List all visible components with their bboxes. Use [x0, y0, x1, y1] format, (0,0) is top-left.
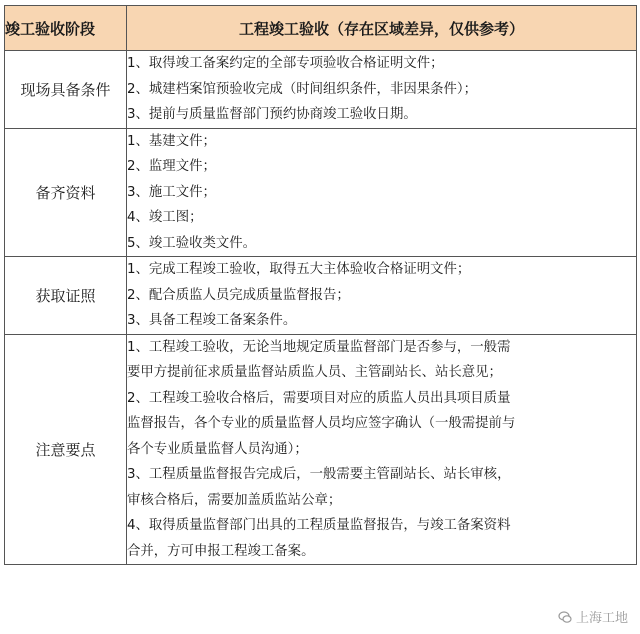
requirement-line: 1、取得竣工备案约定的全部专项验收合格证明文件； [127, 56, 444, 71]
table-row [5, 51, 637, 129]
stage-cell: 备齐资料 [5, 128, 127, 257]
table-header-row [5, 6, 637, 51]
requirement-line: 2、城建档案馆预验收完成（时间组织条件，非因果条件）； [127, 81, 477, 97]
requirements-cell [127, 128, 637, 257]
stage-column-header: 竣工验收阶段 [5, 6, 127, 51]
requirement-line: 2、工程竣工验收合格后，需要项目对应的质监人员出具项目质量 [127, 390, 511, 406]
requirement-line: 2、配合质监人员完成质量监督报告； [127, 287, 350, 303]
requirement-line: 要甲方提前征求质量监督站质监人员、主管副站长、站长意见； [127, 365, 502, 380]
requirement-line: 监督报告，各个专业的质量监督人员均应签字确认（一般需提前与 [127, 416, 516, 431]
requirement-line: 1、完成工程竣工验收，取得五大主体验收合格证明文件； [127, 262, 471, 277]
watermark-text: 上海工地 [575, 611, 628, 626]
requirement-line: 3、具备工程竣工备案条件。 [127, 313, 297, 328]
requirements-cell [127, 51, 637, 129]
stage-cell: 注意要点 [5, 334, 127, 565]
requirement-line: 审核合格后，需要加盖质监站公章； [127, 492, 342, 508]
requirement-line: 各个专业质量监督人员沟通）； [127, 441, 308, 457]
requirement-line: 3、施工文件； [127, 184, 216, 200]
table-row [5, 128, 637, 257]
requirements-cell [127, 334, 637, 565]
wechat-icon [558, 610, 572, 624]
table-row [5, 257, 637, 335]
stage-cell: 获取证照 [5, 257, 127, 335]
requirements-cell [127, 257, 637, 335]
requirement-line: 3、提前与质量监督部门预约协商竣工验收日期。 [127, 107, 417, 122]
requirement-line: 3、工程质量监督报告完成后，一般需要主管副站长、站长审核， [127, 467, 511, 482]
requirement-line: 4、竣工图； [127, 210, 203, 225]
requirement-line: 合并，方可申报工程竣工备案。 [127, 543, 315, 559]
requirement-line: 2、监理文件； [127, 159, 216, 174]
requirement-line: 1、工程竣工验收，无论当地规定质量监督部门是否参与，一般需 [127, 339, 511, 355]
content-column-header: 工程竣工验收（存在区域差异，仅供参考） [127, 6, 637, 51]
requirement-line: 1、基建文件； [127, 133, 216, 149]
requirement-line: 5、竣工验收类文件。 [127, 235, 257, 251]
table-row [5, 334, 637, 565]
requirement-line: 4、取得质量监督部门出具的工程质量监督报告，与竣工备案资料 [127, 518, 511, 533]
stage-cell: 现场具备条件 [5, 51, 127, 129]
acceptance-table [4, 5, 637, 565]
table-body [5, 51, 637, 565]
watermark [556, 607, 630, 626]
